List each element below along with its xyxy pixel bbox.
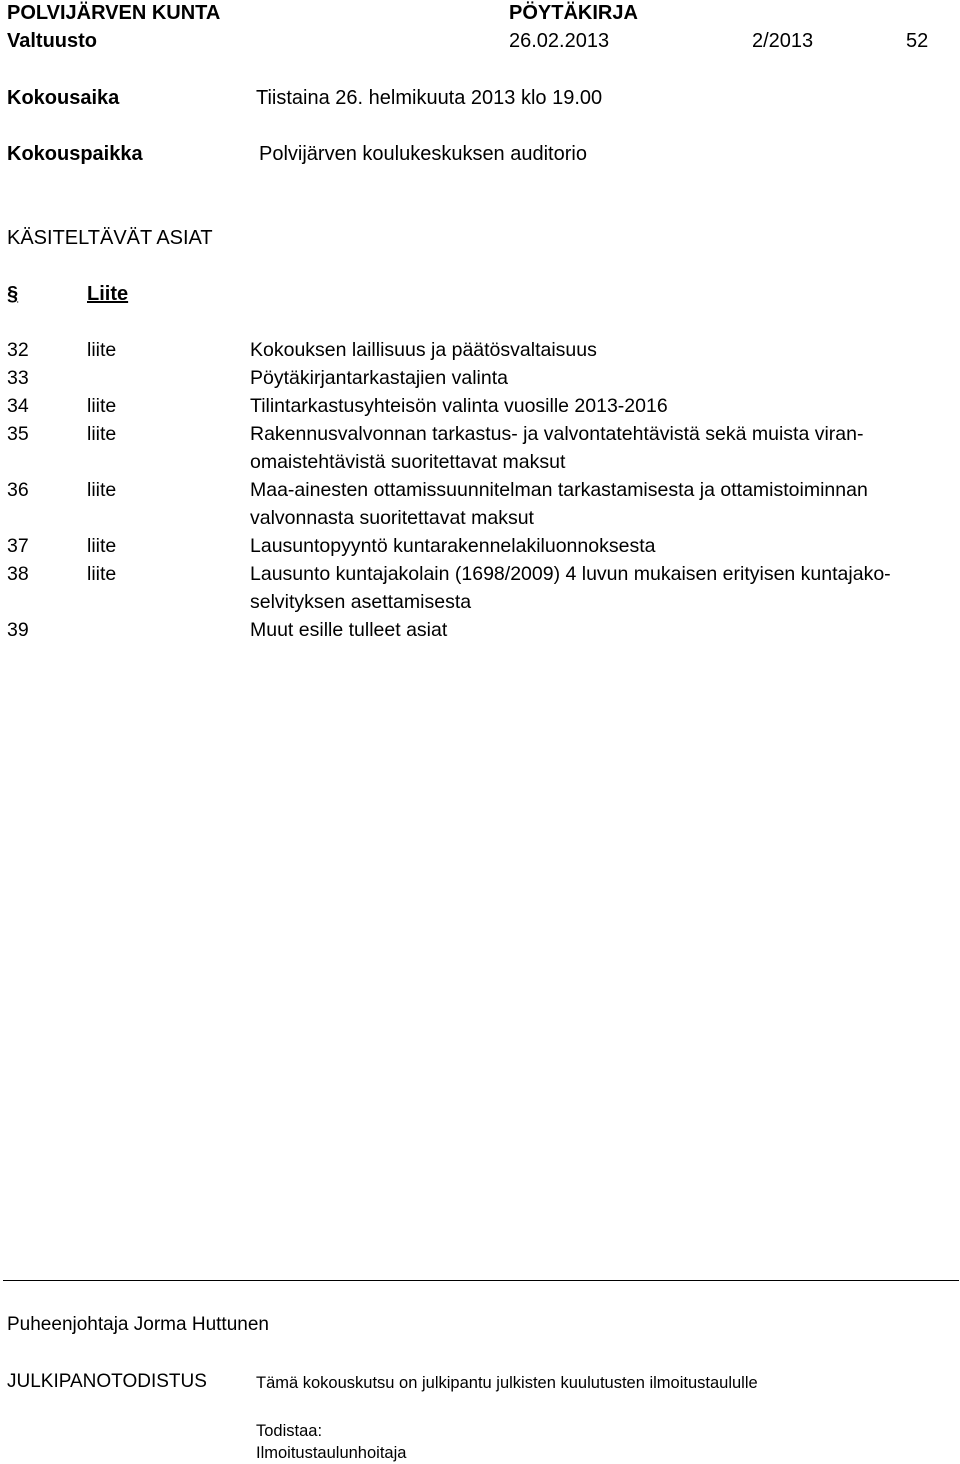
item-title: Rakennusvalvonnan tarkastus- ja valvontatehtävistä sekä muista viran-omaistehtävistä suoritettavat maksut (250, 423, 864, 473)
item-number: 37 (7, 535, 29, 557)
item-attachment: liite (87, 423, 117, 445)
item-number: 36 (7, 479, 29, 501)
meeting-number: 2/2013 (752, 30, 814, 52)
org-name: POLVIJÄRVEN KUNTA (7, 2, 221, 24)
item-number: 38 (7, 563, 29, 585)
item-number: 35 (7, 423, 29, 445)
page-number: 52 (906, 30, 929, 52)
item-title: Lausunto kuntajakolain (1698/2009) 4 luvun mukaisen erityisen kuntajako-selvityksen asettamisesta (250, 563, 891, 613)
item-attachment: liite (87, 339, 117, 361)
item-title: Lausuntopyyntö kuntarakennelakiluonnoksesta (250, 535, 656, 557)
item-title: Tilintarkastusyhteisön valinta vuosille 2013-2016 (250, 395, 668, 417)
item-number: 34 (7, 395, 29, 417)
item-attachment: liite (87, 395, 117, 417)
meeting-place-label: Kokouspaikka (7, 143, 143, 165)
item-attachment: liite (87, 479, 117, 501)
meeting-date: 26.02.2013 (509, 30, 610, 52)
meeting-place-value: Polvijärven koulukeskuksen auditorio (259, 143, 587, 165)
witness-role: Ilmoitustaulunhoitaja (256, 1444, 407, 1462)
meeting-time-label: Kokousaika (7, 87, 120, 109)
item-attachment: liite (87, 535, 117, 557)
body-name: Valtuusto (7, 30, 98, 52)
item-title: Muut esille tulleet asiat (250, 619, 448, 641)
item-number: 39 (7, 619, 29, 641)
agenda-heading: KÄSITELTÄVÄT ASIAT (7, 227, 213, 249)
section-column-header: § (7, 283, 19, 305)
doc-type: PÖYTÄKIRJA (509, 2, 638, 24)
item-title: Maa-ainesten ottamissuunnitelman tarkastamisesta ja ottamistoiminnan valvonnasta suoritettavat maksut (250, 479, 868, 529)
meeting-time-value: Tiistaina 26. helmikuuta 2013 klo 19.00 (256, 87, 603, 109)
notice-label: JULKIPANOTODISTUS (7, 1371, 207, 1392)
item-number: 32 (7, 339, 29, 361)
witness-label: Todistaa: (256, 1422, 323, 1440)
chairperson: Puheenjohtaja Jorma Huttunen (7, 1314, 269, 1335)
item-attachment: liite (87, 563, 117, 585)
item-title: Kokouksen laillisuus ja päätösvaltaisuus (250, 339, 597, 361)
footer-divider (3, 1280, 959, 1281)
attachment-column-header: Liite (87, 283, 129, 305)
item-number: 33 (7, 367, 29, 389)
notice-text: Tämä kokouskutsu on julkipantu julkisten kuulutusten ilmoitustaululle (256, 1374, 758, 1392)
item-title: Pöytäkirjantarkastajien valinta (250, 367, 508, 389)
